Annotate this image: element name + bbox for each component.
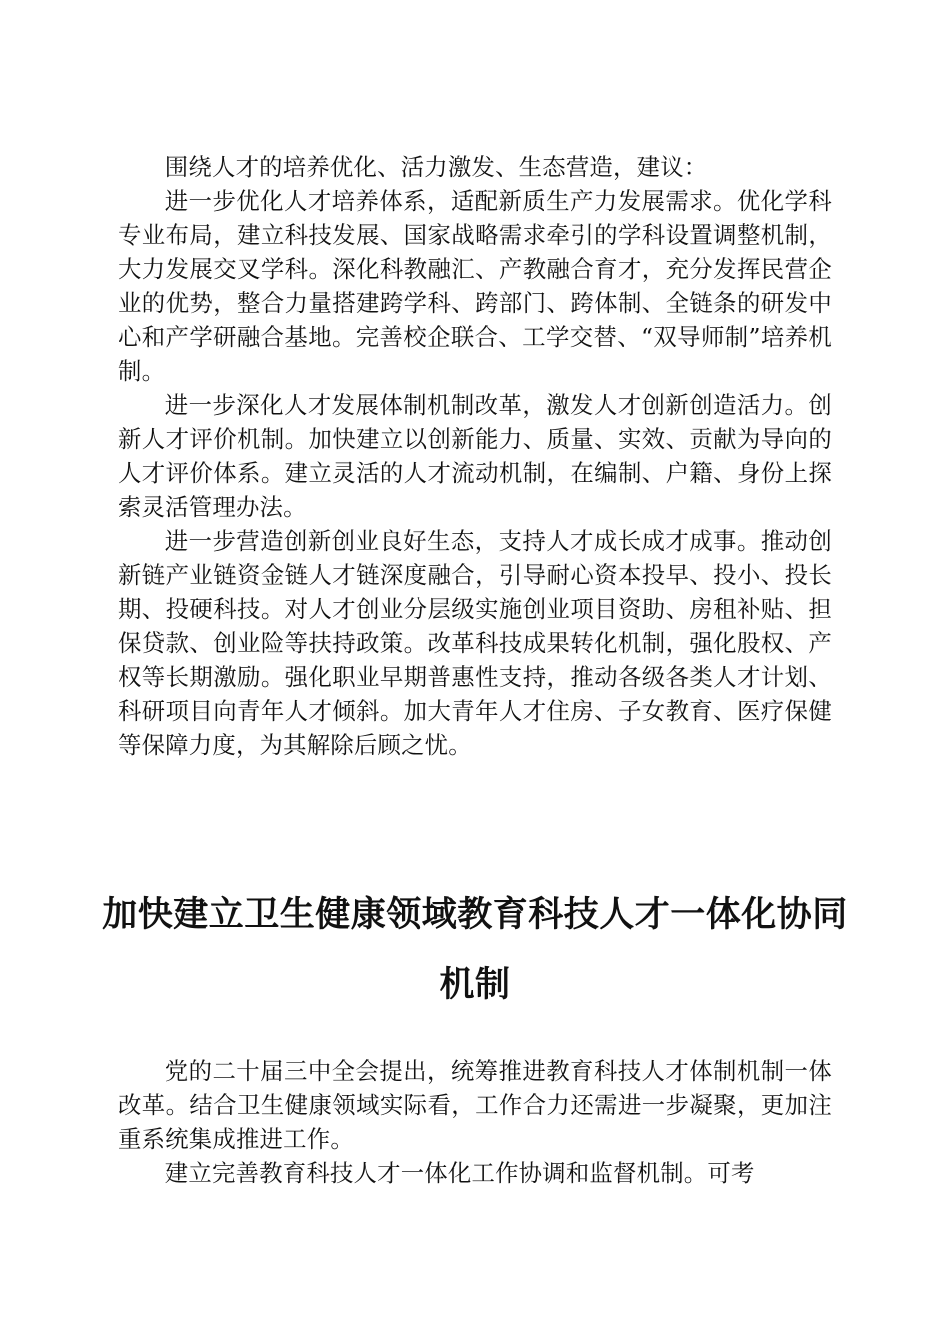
paragraph: 党的二十届三中全会提出，统筹推进教育科技人才体制机制一体改革。结合卫生健康领域实际看，工作合力还需进一步凝聚，更加注重系统集成推进工作。 <box>118 1057 832 1153</box>
section-2-title: 加快建立卫生健康领域教育科技人才一体化协同机制 <box>102 894 848 1005</box>
paragraph: 进一步深化人才发展体制机制改革，激发人才创新创造活力。创新人才评价机制。加快建立以创新能力、质量、实效、贡献为导向的人才评价体系。建立灵活的人才流动机制，在编制、户籍、身份上探索灵活管理办法。 <box>118 391 832 521</box>
section-1-body <box>118 150 832 762</box>
paragraph: 围绕人才的培养优化、活力激发、生态营造，建议： <box>164 153 708 181</box>
paragraph: 进一步营造创新创业良好生态，支持人才成长成才成事。推动创新链产业链资金链人才链深度融合，引导耐心资本投早、投小、投长期、投硬科技。对人才创业分层级实施创业项目资助、房租补贴、担保贷款、创业险等扶持政策。改革科技成果转化机制，强化股权、产权等长期激励。强化职业早期普惠性支持，推动各级各类人才计划、科研项目向青年人才倾斜。加大青年人才住房、子女教育、医疗保健等保障力度，为其解除后顾之忧。 <box>118 527 832 759</box>
paragraph: 建立完善教育科技人才一体化工作协调和监督机制。可考 <box>164 1159 755 1187</box>
section-2-body <box>118 1054 832 1190</box>
paragraph: 进一步优化人才培养体系，适配新质生产力发展需求。优化学科专业布局，建立科技发展、国家战略需求牵引的学科设置调整机制，大力发展交叉学科。深化科教融汇、产教融合育才，充分发挥民营企业的优势，整合力量搭建跨学科、跨部门、跨体制、全链条的研发中心和产学研融合基地。完善校企联合、工学交替、“双导师制”培养机制。 <box>118 187 832 385</box>
